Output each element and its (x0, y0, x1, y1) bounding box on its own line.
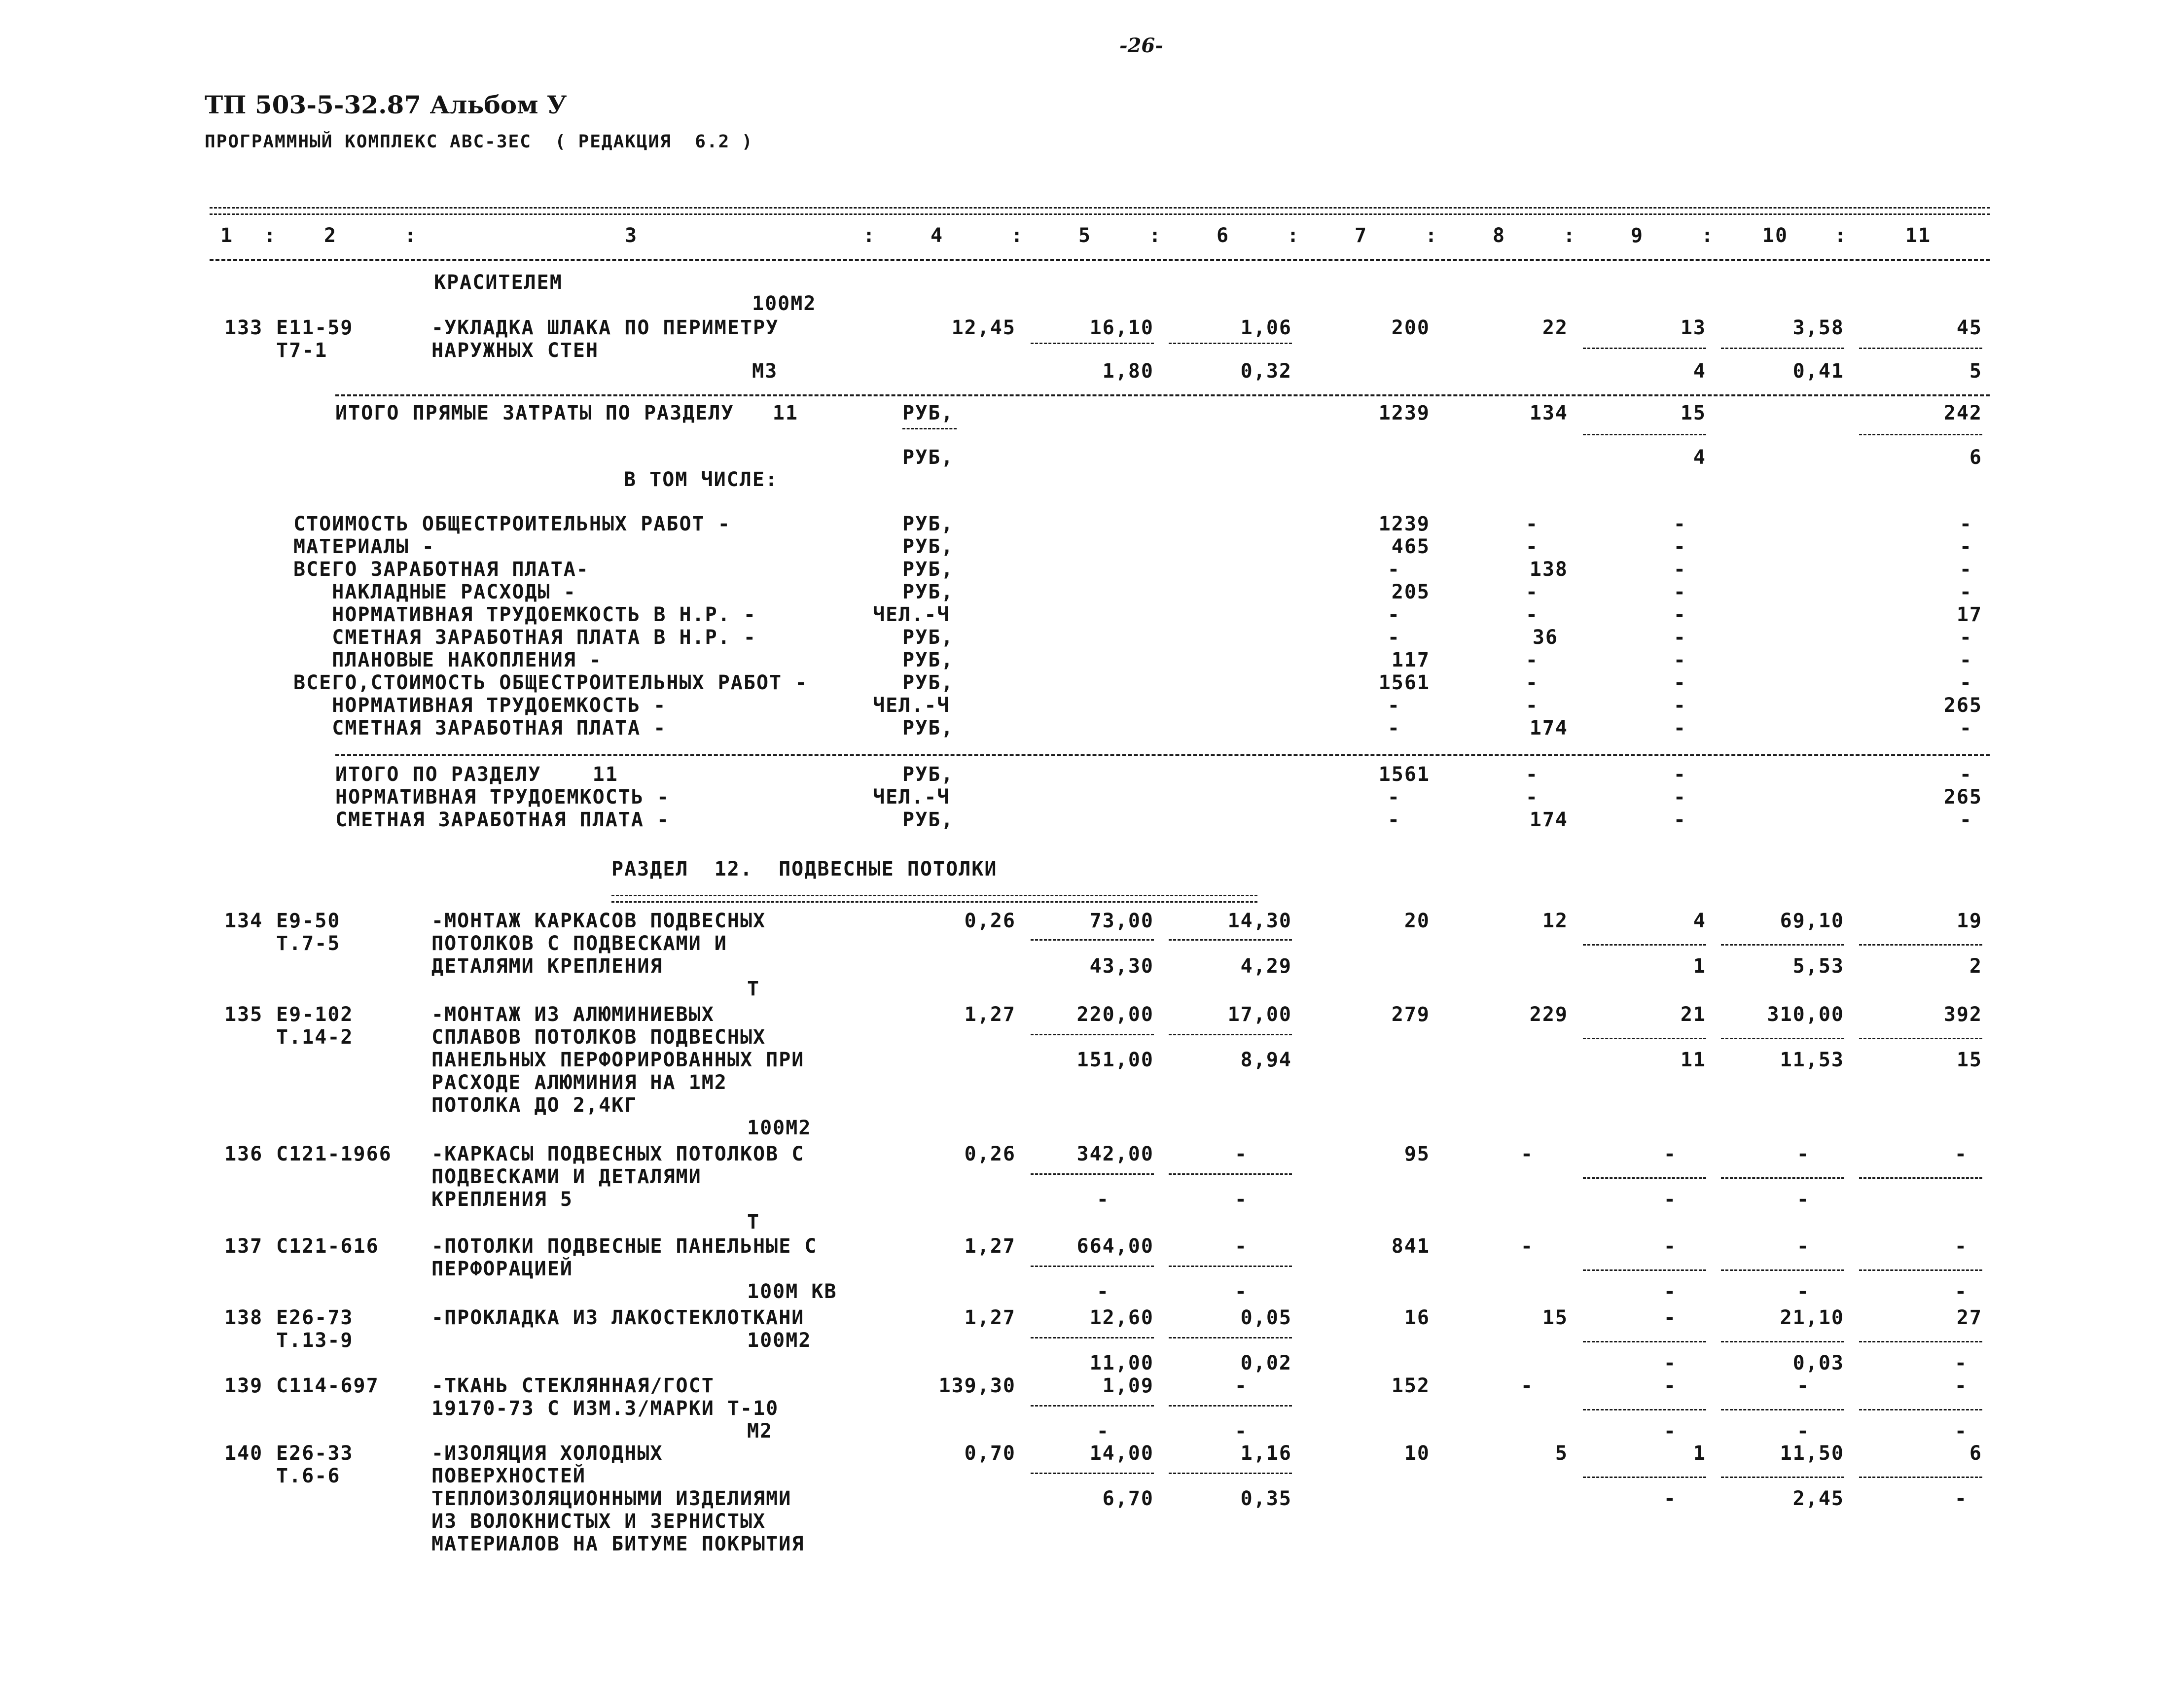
item-description: -МОНТАЖ ИЗ АЛЮМИНИЕВЫХ (431, 1003, 715, 1026)
continuation-text: КРАСИТЕЛЕМ (434, 271, 563, 294)
cell-c9: 21 (1680, 1003, 1706, 1026)
cell-c6: - (1234, 1420, 1248, 1443)
cell-c8: 174 (1529, 809, 1568, 831)
cell-c4: 1,27 (964, 1306, 1016, 1329)
cell-c9: - (1673, 694, 1686, 717)
cell-c8: - (1525, 581, 1539, 603)
cell-c11: - (1954, 1280, 1968, 1303)
cell-c5: 1,80 (1102, 360, 1154, 383)
item-description-2: ПОВЕРХНОСТЕЙ (431, 1465, 586, 1487)
cell-c9: - (1673, 626, 1686, 649)
item-description: -КАРКАСЫ ПОДВЕСНЫХ ПОТОЛКОВ С (431, 1143, 805, 1165)
cell-c11: - (1959, 581, 1972, 603)
item-description: -ПРОКЛАДКА ИЗ ЛАКОСТЕКЛОТКАНИ (431, 1306, 805, 1329)
cell-c11: - (1959, 558, 1972, 581)
cell-c9: - (1663, 1188, 1677, 1211)
item-number: 137 (224, 1235, 263, 1258)
unit-label: РУБ, (902, 446, 954, 469)
item-number: 134 (224, 910, 263, 932)
cell-c8: - (1525, 513, 1539, 535)
cell-c4: 139,30 (938, 1374, 1016, 1397)
unit-label: М3 (752, 360, 778, 383)
cell-c10: 310,00 (1767, 1003, 1844, 1026)
item-code: Е11-59 (276, 317, 354, 339)
breakdown-unit: РУБ, (902, 671, 954, 694)
cell-c8: 15 (1542, 1306, 1568, 1329)
cell-c4: 0,70 (964, 1442, 1016, 1465)
item-description: -УКЛАДКА ШЛАКА ПО ПЕРИМЕТРУ (431, 317, 779, 339)
cell-c9: - (1673, 513, 1686, 535)
cell-c9: - (1663, 1280, 1677, 1303)
cell-c9: 11 (1680, 1049, 1706, 1071)
cell-c4: 1,27 (964, 1003, 1016, 1026)
total-label: НОРМАТИВНАЯ ТРУДОЕМКОСТЬ - (335, 786, 670, 809)
cell-c11: 27 (1956, 1306, 1982, 1329)
cell-c9: - (1673, 717, 1686, 739)
unit-label: РУБ, (902, 763, 954, 786)
breakdown-unit: РУБ, (902, 513, 954, 535)
cell-c10: - (1796, 1280, 1810, 1303)
item-code: С114-697 (276, 1374, 379, 1397)
cell-c11: 2 (1969, 955, 1982, 978)
cell-c9: 4 (1693, 360, 1706, 383)
total-label: СМЕТНАЯ ЗАРАБОТНАЯ ПЛАТА - (335, 809, 670, 831)
cell-c4: 0,26 (964, 1143, 1016, 1165)
cell-c7: 200 (1391, 317, 1430, 339)
cell-c11: - (1959, 535, 1972, 558)
cell-c7: - (1387, 717, 1400, 739)
cell-c5: 6,70 (1102, 1487, 1154, 1510)
cell-c5: 43,30 (1089, 955, 1154, 978)
item-description-2: 19170-73 С ИЗМ.3/МАРКИ Т-10 (431, 1397, 779, 1420)
item-description-2: НАРУЖНЫХ СТЕН (431, 339, 599, 362)
cell-c7: 1239 (1378, 513, 1430, 535)
breakdown-label: СТОИМОСТЬ ОБЩЕСТРОИТЕЛЬНЫХ РАБОТ - (293, 513, 731, 535)
col-header-5: 5 (1078, 224, 1092, 247)
cell-c7: 841 (1391, 1235, 1430, 1258)
cell-c5: 342,00 (1076, 1143, 1154, 1165)
cell-c6: - (1234, 1374, 1248, 1397)
breakdown-unit: РУБ, (902, 649, 954, 671)
cell-c6: - (1234, 1143, 1248, 1165)
cell-c11: - (1959, 809, 1972, 831)
cell-c6: 17,00 (1227, 1003, 1292, 1026)
item-code-2: Т.14-2 (276, 1026, 354, 1049)
col-header-3: 3 (624, 224, 638, 247)
cell-c4: 1,27 (964, 1235, 1016, 1258)
cell-c7: 205 (1391, 581, 1430, 603)
cell-c10: - (1796, 1235, 1810, 1258)
cell-c8: 134 (1529, 402, 1568, 424)
cell-c8: 174 (1529, 717, 1568, 739)
cell-c11: 265 (1943, 694, 1982, 717)
cell-c7: 465 (1391, 535, 1430, 558)
breakdown-label: НОРМАТИВНАЯ ТРУДОЕМКОСТЬ - (293, 694, 667, 717)
cell-c11: 265 (1943, 786, 1982, 809)
cell-c5: 73,00 (1089, 910, 1154, 932)
cell-c9: - (1663, 1487, 1677, 1510)
item-description: -ПОТОЛКИ ПОДВЕСНЫЕ ПАНЕЛЬНЫЕ С (431, 1235, 818, 1258)
cell-c6: 4,29 (1240, 955, 1292, 978)
cell-c9: - (1663, 1352, 1677, 1374)
breakdown-label: ВСЕГО,СТОИМОСТЬ ОБЩЕСТРОИТЕЛЬНЫХ РАБОТ - (293, 671, 808, 694)
breakdown-label: СМЕТНАЯ ЗАРАБОТНАЯ ПЛАТА В Н.Р. - (293, 626, 756, 649)
cell-c10: 3,58 (1792, 317, 1844, 339)
cell-c7: 20 (1404, 910, 1430, 932)
cell-c8: 138 (1529, 558, 1568, 581)
cell-c8: - (1520, 1374, 1534, 1397)
cell-c8: - (1525, 763, 1539, 786)
cell-c9: - (1673, 558, 1686, 581)
cell-c7: - (1387, 809, 1400, 831)
cell-c7: 152 (1391, 1374, 1430, 1397)
unit-label: 100М2 (752, 292, 817, 315)
cell-c5: 664,00 (1076, 1235, 1154, 1258)
item-code-2: Т.13-9 (276, 1329, 354, 1352)
cell-c11: 5 (1969, 360, 1982, 383)
cell-c5: 16,10 (1089, 317, 1154, 339)
cell-c8: - (1525, 786, 1539, 809)
col-header-1: 1 (220, 224, 234, 247)
program-line: ПРОГРАММНЫЙ КОМПЛЕКС АВС-ЗЕС ( РЕДАКЦИЯ 6.2 ) (205, 132, 753, 152)
unit-label: Т (747, 978, 760, 1000)
cell-c9: - (1673, 581, 1686, 603)
breakdown-label: НАКЛАДНЫЕ РАСХОДЫ - (293, 581, 576, 603)
col-header-7: 7 (1354, 224, 1368, 247)
cell-c9: - (1673, 535, 1686, 558)
cell-c10: 11,50 (1780, 1442, 1844, 1465)
unit-label: 100М КВ (747, 1280, 837, 1303)
cell-c11: 6 (1969, 446, 1982, 469)
cell-c9: - (1663, 1420, 1677, 1443)
cell-c11: 19 (1956, 910, 1982, 932)
cell-c5: - (1096, 1188, 1110, 1211)
item-description-4: РАСХОДЕ АЛЮМИНИЯ НА 1М2 (431, 1071, 727, 1094)
cell-c9: - (1673, 786, 1686, 809)
cell-c7: 95 (1404, 1143, 1430, 1165)
cell-c10: 0,41 (1792, 360, 1844, 383)
breakdown-label: СМЕТНАЯ ЗАРАБОТНАЯ ПЛАТА - (293, 717, 667, 739)
unit-label: РУБ, (902, 809, 954, 831)
cell-c8: 12 (1542, 910, 1568, 932)
breakdown-unit: РУБ, (902, 535, 954, 558)
cell-c9: - (1673, 809, 1686, 831)
cell-c8: - (1520, 1235, 1534, 1258)
item-code: Е9-50 (276, 910, 341, 932)
total-label: ИТОГО ПО РАЗДЕЛУ 11 (335, 763, 618, 786)
cell-c10: - (1796, 1420, 1810, 1443)
cell-c7: 279 (1391, 1003, 1430, 1026)
document-code: ТП 503-5-32.87 Альбом У (205, 90, 567, 119)
cell-c5: 12,60 (1089, 1306, 1154, 1329)
cell-c10: - (1796, 1188, 1810, 1211)
cell-c9: - (1663, 1143, 1677, 1165)
header-top-rule (210, 207, 1990, 215)
cell-c11: - (1959, 717, 1972, 739)
item-description-5: МАТЕРИАЛОВ НА БИТУМЕ ПОКРЫТИЯ (431, 1533, 805, 1555)
item-description-5: ПОТОЛКА ДО 2,4КГ (431, 1094, 638, 1117)
including-label: В ТОМ ЧИСЛЕ: (624, 468, 778, 491)
cell-c7: 117 (1391, 649, 1430, 671)
cell-c4: 12,45 (951, 317, 1016, 339)
cell-c8: - (1525, 671, 1539, 694)
cell-c4: 0,26 (964, 910, 1016, 932)
cell-c11: 6 (1969, 1442, 1982, 1465)
cell-c9: 15 (1680, 402, 1706, 424)
cell-c9: 1 (1693, 1442, 1706, 1465)
cell-c8: - (1525, 535, 1539, 558)
cell-c8: - (1525, 649, 1539, 671)
cell-c10: 69,10 (1780, 910, 1844, 932)
item-description-2: ПОТОЛКОВ С ПОДВЕСКАМИ И (431, 932, 727, 955)
cell-c11: - (1954, 1352, 1968, 1374)
cell-c7: 10 (1404, 1442, 1430, 1465)
cell-c11: - (1959, 626, 1972, 649)
cell-c6: 0,05 (1240, 1306, 1292, 1329)
cell-c9: - (1673, 763, 1686, 786)
cell-c7: - (1387, 694, 1400, 717)
cell-c11: - (1959, 671, 1972, 694)
breakdown-label: ВСЕГО ЗАРАБОТНАЯ ПЛАТА- (293, 558, 589, 581)
cell-c9: 1 (1693, 955, 1706, 978)
item-description-3: ТЕПЛОИЗОЛЯЦИОННЫМИ ИЗДЕЛИЯМИ (431, 1487, 792, 1510)
col-header-9: 9 (1630, 224, 1644, 247)
cell-c5: 151,00 (1076, 1049, 1154, 1071)
unit-label: ЧЕЛ.-Ч (873, 786, 950, 809)
item-description-2: ПЕРФОРАЦИЕЙ (431, 1258, 573, 1280)
page-number: -26- (1119, 34, 1163, 57)
cell-c9: - (1663, 1306, 1677, 1329)
cell-c11: - (1959, 513, 1972, 535)
cell-c6: 0,02 (1240, 1352, 1292, 1374)
item-code: С121-616 (276, 1235, 379, 1258)
breakdown-label: ПЛАНОВЫЕ НАКОПЛЕНИЯ - (293, 649, 602, 671)
cell-c6: 0,35 (1240, 1487, 1292, 1510)
item-code: Е26-33 (276, 1442, 354, 1465)
cell-c8: - (1525, 603, 1539, 626)
cell-c5: - (1096, 1280, 1110, 1303)
cell-c7: - (1387, 603, 1400, 626)
cell-c6: 1,06 (1240, 317, 1292, 339)
item-description-4: ИЗ ВОЛОКНИСТЫХ И ЗЕРНИСТЫХ (431, 1510, 766, 1533)
item-code: Е9-102 (276, 1003, 354, 1026)
cell-c9: 13 (1680, 317, 1706, 339)
cell-c10: 0,03 (1792, 1352, 1844, 1374)
cell-c6: - (1234, 1235, 1248, 1258)
col-header-6: 6 (1216, 224, 1230, 247)
header-bottom-rule (210, 259, 1990, 261)
cell-c10: 5,53 (1792, 955, 1844, 978)
cell-c11: 242 (1943, 402, 1982, 424)
item-description-3: КРЕПЛЕНИЯ 5 (431, 1188, 573, 1211)
cell-c11: - (1954, 1235, 1968, 1258)
col-header-11: 11 (1905, 224, 1932, 247)
cell-c11: - (1959, 763, 1972, 786)
cell-c9: 4 (1693, 446, 1706, 469)
cell-c8: 5 (1555, 1442, 1568, 1465)
item-description: -МОНТАЖ КАРКАСОВ ПОДВЕСНЫХ (431, 910, 766, 932)
cell-c9: - (1673, 649, 1686, 671)
cell-c5: - (1096, 1420, 1110, 1443)
cell-c8: 229 (1529, 1003, 1568, 1026)
cell-c8: - (1520, 1143, 1534, 1165)
section-title: РАЗДЕЛ 12. ПОДВЕСНЫЕ ПОТОЛКИ (611, 858, 998, 880)
item-code-2: Т.7-5 (276, 932, 341, 955)
col-header-10: 10 (1762, 224, 1789, 247)
cell-c11: 17 (1956, 603, 1982, 626)
cell-c7: - (1387, 558, 1400, 581)
cell-c5: 11,00 (1089, 1352, 1154, 1374)
item-description-2: ПОДВЕСКАМИ И ДЕТАЛЯМИ (431, 1165, 702, 1188)
cell-c5: 220,00 (1076, 1003, 1154, 1026)
unit-label: РУБ, (902, 402, 954, 424)
cell-c6: 0,32 (1240, 360, 1292, 383)
breakdown-label: НОРМАТИВНАЯ ТРУДОЕМКОСТЬ В Н.Р. - (293, 603, 756, 626)
unit-label: Т (747, 1211, 760, 1233)
cell-c6: - (1234, 1188, 1248, 1211)
item-number: 135 (224, 1003, 263, 1026)
cell-c5: 1,09 (1102, 1374, 1154, 1397)
cell-c7: 1561 (1378, 671, 1430, 694)
cell-c6: 8,94 (1240, 1049, 1292, 1071)
cell-c6: 1,16 (1240, 1442, 1292, 1465)
col-header-4: 4 (930, 224, 944, 247)
breakdown-label: МАТЕРИАЛЫ - (293, 535, 435, 558)
breakdown-unit: ЧЕЛ.-Ч (873, 603, 950, 626)
breakdown-unit: РУБ, (902, 581, 954, 603)
item-description-3: ПАНЕЛЬНЫХ ПЕРФОРИРОВАННЫХ ПРИ (431, 1049, 805, 1071)
cell-c8: 36 (1532, 626, 1558, 649)
section-title-underline (611, 895, 1257, 903)
cell-c7: - (1387, 786, 1400, 809)
cell-c11: - (1954, 1420, 1968, 1443)
cell-c6: - (1234, 1280, 1248, 1303)
cell-c10: 21,10 (1780, 1306, 1844, 1329)
cell-c11: - (1954, 1143, 1968, 1165)
cell-c9: 4 (1693, 910, 1706, 932)
item-number: 136 (224, 1143, 263, 1165)
cell-c7: 16 (1404, 1306, 1430, 1329)
unit-label: М2 (747, 1420, 773, 1443)
item-code-2: Т7-1 (276, 339, 328, 362)
item-number: 140 (224, 1442, 263, 1465)
breakdown-unit: РУБ, (902, 558, 954, 581)
cell-c11: - (1959, 649, 1972, 671)
cell-c7: 1561 (1378, 763, 1430, 786)
cell-c10: - (1796, 1374, 1810, 1397)
breakdown-unit: ЧЕЛ.-Ч (873, 694, 950, 717)
cell-c10: 11,53 (1780, 1049, 1844, 1071)
unit-label: 100М2 (747, 1329, 812, 1352)
item-code: Е26-73 (276, 1306, 354, 1329)
cell-c9: - (1663, 1374, 1677, 1397)
cell-c7: - (1387, 626, 1400, 649)
cell-c10: - (1796, 1143, 1810, 1165)
col-header-8: 8 (1492, 224, 1506, 247)
unit-label: 100М2 (747, 1117, 812, 1139)
cell-c6: 14,30 (1227, 910, 1292, 932)
cell-c11: - (1954, 1374, 1968, 1397)
item-description: -ТКАНЬ СТЕКЛЯННАЯ/ГОСТ (431, 1374, 715, 1397)
item-code-2: Т.6-6 (276, 1465, 341, 1487)
cell-c10: 2,45 (1792, 1487, 1844, 1510)
item-number: 138 (224, 1306, 263, 1329)
breakdown-unit: РУБ, (902, 717, 954, 739)
breakdown-unit: РУБ, (902, 626, 954, 649)
cell-c11: - (1954, 1487, 1968, 1510)
item-description-2: СПЛАВОВ ПОТОЛКОВ ПОДВЕСНЫХ (431, 1026, 766, 1049)
item-number: 139 (224, 1374, 263, 1397)
item-description: -ИЗОЛЯЦИЯ ХОЛОДНЫХ (431, 1442, 663, 1465)
total-label: ИТОГО ПРЯМЫЕ ЗАТРАТЫ ПО РАЗДЕЛУ 11 (335, 402, 798, 424)
cell-c11: 45 (1956, 317, 1982, 339)
cell-c5: 14,00 (1089, 1442, 1154, 1465)
cell-c9: - (1673, 671, 1686, 694)
cell-c11: 15 (1956, 1049, 1982, 1071)
cell-c8: - (1525, 694, 1539, 717)
item-number: 133 (224, 317, 263, 339)
item-code: С121-1966 (276, 1143, 392, 1165)
cell-c9: - (1663, 1235, 1677, 1258)
cell-c9: - (1673, 603, 1686, 626)
item-description-3: ДЕТАЛЯМИ КРЕПЛЕНИЯ (431, 955, 663, 978)
cell-c7: 1239 (1378, 402, 1430, 424)
col-header-2: 2 (323, 224, 337, 247)
cell-c8: 22 (1542, 317, 1568, 339)
cell-c11: 392 (1943, 1003, 1982, 1026)
